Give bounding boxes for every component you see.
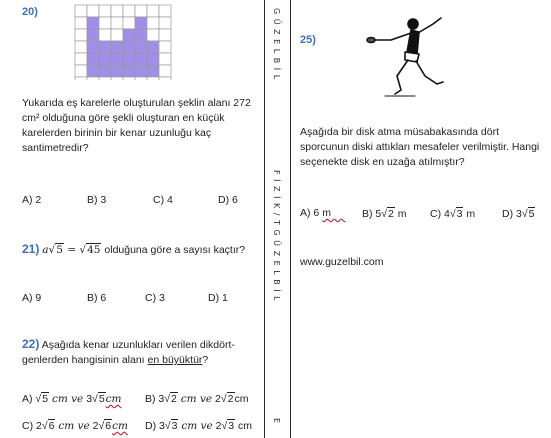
grid-cell [87,77,99,80]
grid-cell [87,5,99,17]
grid-cell [75,5,87,17]
grid-cell [123,77,135,80]
grid-cell-shaded [147,41,159,53]
vertical-label-middle: F İ Z İ K / T G Ü Z E L B İ L [272,170,281,302]
grid-cell [159,5,171,17]
grid-cell-shaded [123,41,135,53]
q21-question-text: olduğuna göre a sayısı kaçtır? [104,244,246,256]
grid-cell [147,77,159,80]
grid-cell [99,29,111,41]
website-link[interactable]: www.guzelbil.com [300,256,384,268]
q22-text-line2: genlerden hangisinin alanı [22,354,145,366]
q25-option-b[interactable]: B) 5√2 m [362,208,407,220]
grid-cell [75,17,87,29]
grid-cell-shaded [87,41,99,53]
grid-cell [99,77,111,80]
discus-thrower-image [355,10,455,102]
grid-cell-shaded [111,65,123,77]
q22-option-c[interactable]: C) 2√6 cm ve 2√6cm [22,420,128,432]
grid-cell [159,41,171,53]
grid-cell-shaded [87,17,99,29]
grid-cell [75,77,87,80]
grid-cell [75,53,87,65]
grid-cell [123,5,135,17]
grid-cell-shaded [99,41,111,53]
grid-cell [159,65,171,77]
grid-cell [111,17,123,29]
q25-question-text: Aşağıda bir disk atma müsabakasında dört sporcunun diski attıkları mesafeler verilmiştir. Hangi seçenekte disk en uzağa atılmıştır? [300,126,540,168]
q20-number: 20) [22,6,38,18]
q20-option-d[interactable]: D) 6 [218,194,238,206]
q22-number: 22) [22,337,40,351]
grid-cell [135,5,147,17]
grid-cell-shaded [87,29,99,41]
q22-option-b[interactable]: B) 3√2 cm ve 2√2cm [145,393,249,405]
grid-cell [75,65,87,77]
grid-cell-shaded [147,53,159,65]
q22-option-d[interactable]: D) 3√3 cm ve 2√3 cm [145,420,252,432]
grid-cell [111,29,123,41]
q20-grid-figure [74,4,176,80]
q25-option-a[interactable]: A) 6 m [300,207,346,219]
grid-cell [75,29,87,41]
grid-cell [135,77,147,80]
grid-cell-shaded [135,53,147,65]
grid-cell-shaded [135,17,147,29]
grid-cell [159,29,171,41]
grid-cell [159,77,171,80]
grid-cell [159,53,171,65]
q25-number: 25) [300,34,316,46]
grid-cell [147,5,159,17]
grid-cell [111,5,123,17]
grid-cell-shaded [87,65,99,77]
q20-option-b[interactable]: B) 3 [87,194,107,206]
q22-text-emph: en büyüktür [147,354,203,366]
grid-cell [111,77,123,80]
grid-cell [159,17,171,29]
grid-cell-shaded [135,29,147,41]
grid-cell-shaded [123,29,135,41]
q21-option-b[interactable]: B) 6 [87,292,107,304]
q25-option-d[interactable]: D) 3√5 [502,208,535,220]
grid-cell [147,17,159,29]
grid-cell-shaded [147,65,159,77]
vertical-label-top: G Ü Z E L B İ L [272,8,281,81]
q21-equation: a√5 = √45 [42,244,101,256]
grid-cell [75,41,87,53]
q25-option-c[interactable]: C) 4√3 m [430,208,476,220]
grid-cell-shaded [111,41,123,53]
grid-cell-shaded [135,65,147,77]
q21-option-c[interactable]: C) 3 [145,292,165,304]
q21-number: 21) [22,242,40,256]
grid-cell-shaded [123,53,135,65]
q22-question [22,337,272,368]
q22-option-a[interactable]: A) √5 cm ve 3√5cm [22,393,122,405]
q21-option-a[interactable]: A) 9 [22,292,42,304]
q20-question-text: Yukarıda eş karelerle oluşturulan şeklin alanı 272 cm² olduğuna göre şekli oluşturan en küçük karelerden birinin bir kenar uzunluğu kaç santimetredir? [22,97,251,154]
column-separator-right [290,0,291,438]
q22-text-end: ? [202,354,209,366]
q21-question [22,242,245,256]
grid-cell-shaded [111,53,123,65]
grid-cell [99,5,111,17]
grid-cell-shaded [123,65,135,77]
grid-cell-shaded [87,53,99,65]
vertical-label-bottom: E [272,418,281,425]
grid-cell [123,17,135,29]
q20-option-a[interactable]: A) 2 [22,194,42,206]
grid-cell-shaded [99,65,111,77]
grid-cell [99,17,111,29]
grid-cell-shaded [99,53,111,65]
q21-option-d[interactable]: D) 1 [208,292,228,304]
grid-cell-shaded [135,41,147,53]
q22-text-line1: Aşağıda kenar uzunlukları verilen dikdört- [41,339,235,351]
grid-cell [147,29,159,41]
q20-option-c[interactable]: C) 4 [153,194,173,206]
column-separator-left [264,0,265,438]
